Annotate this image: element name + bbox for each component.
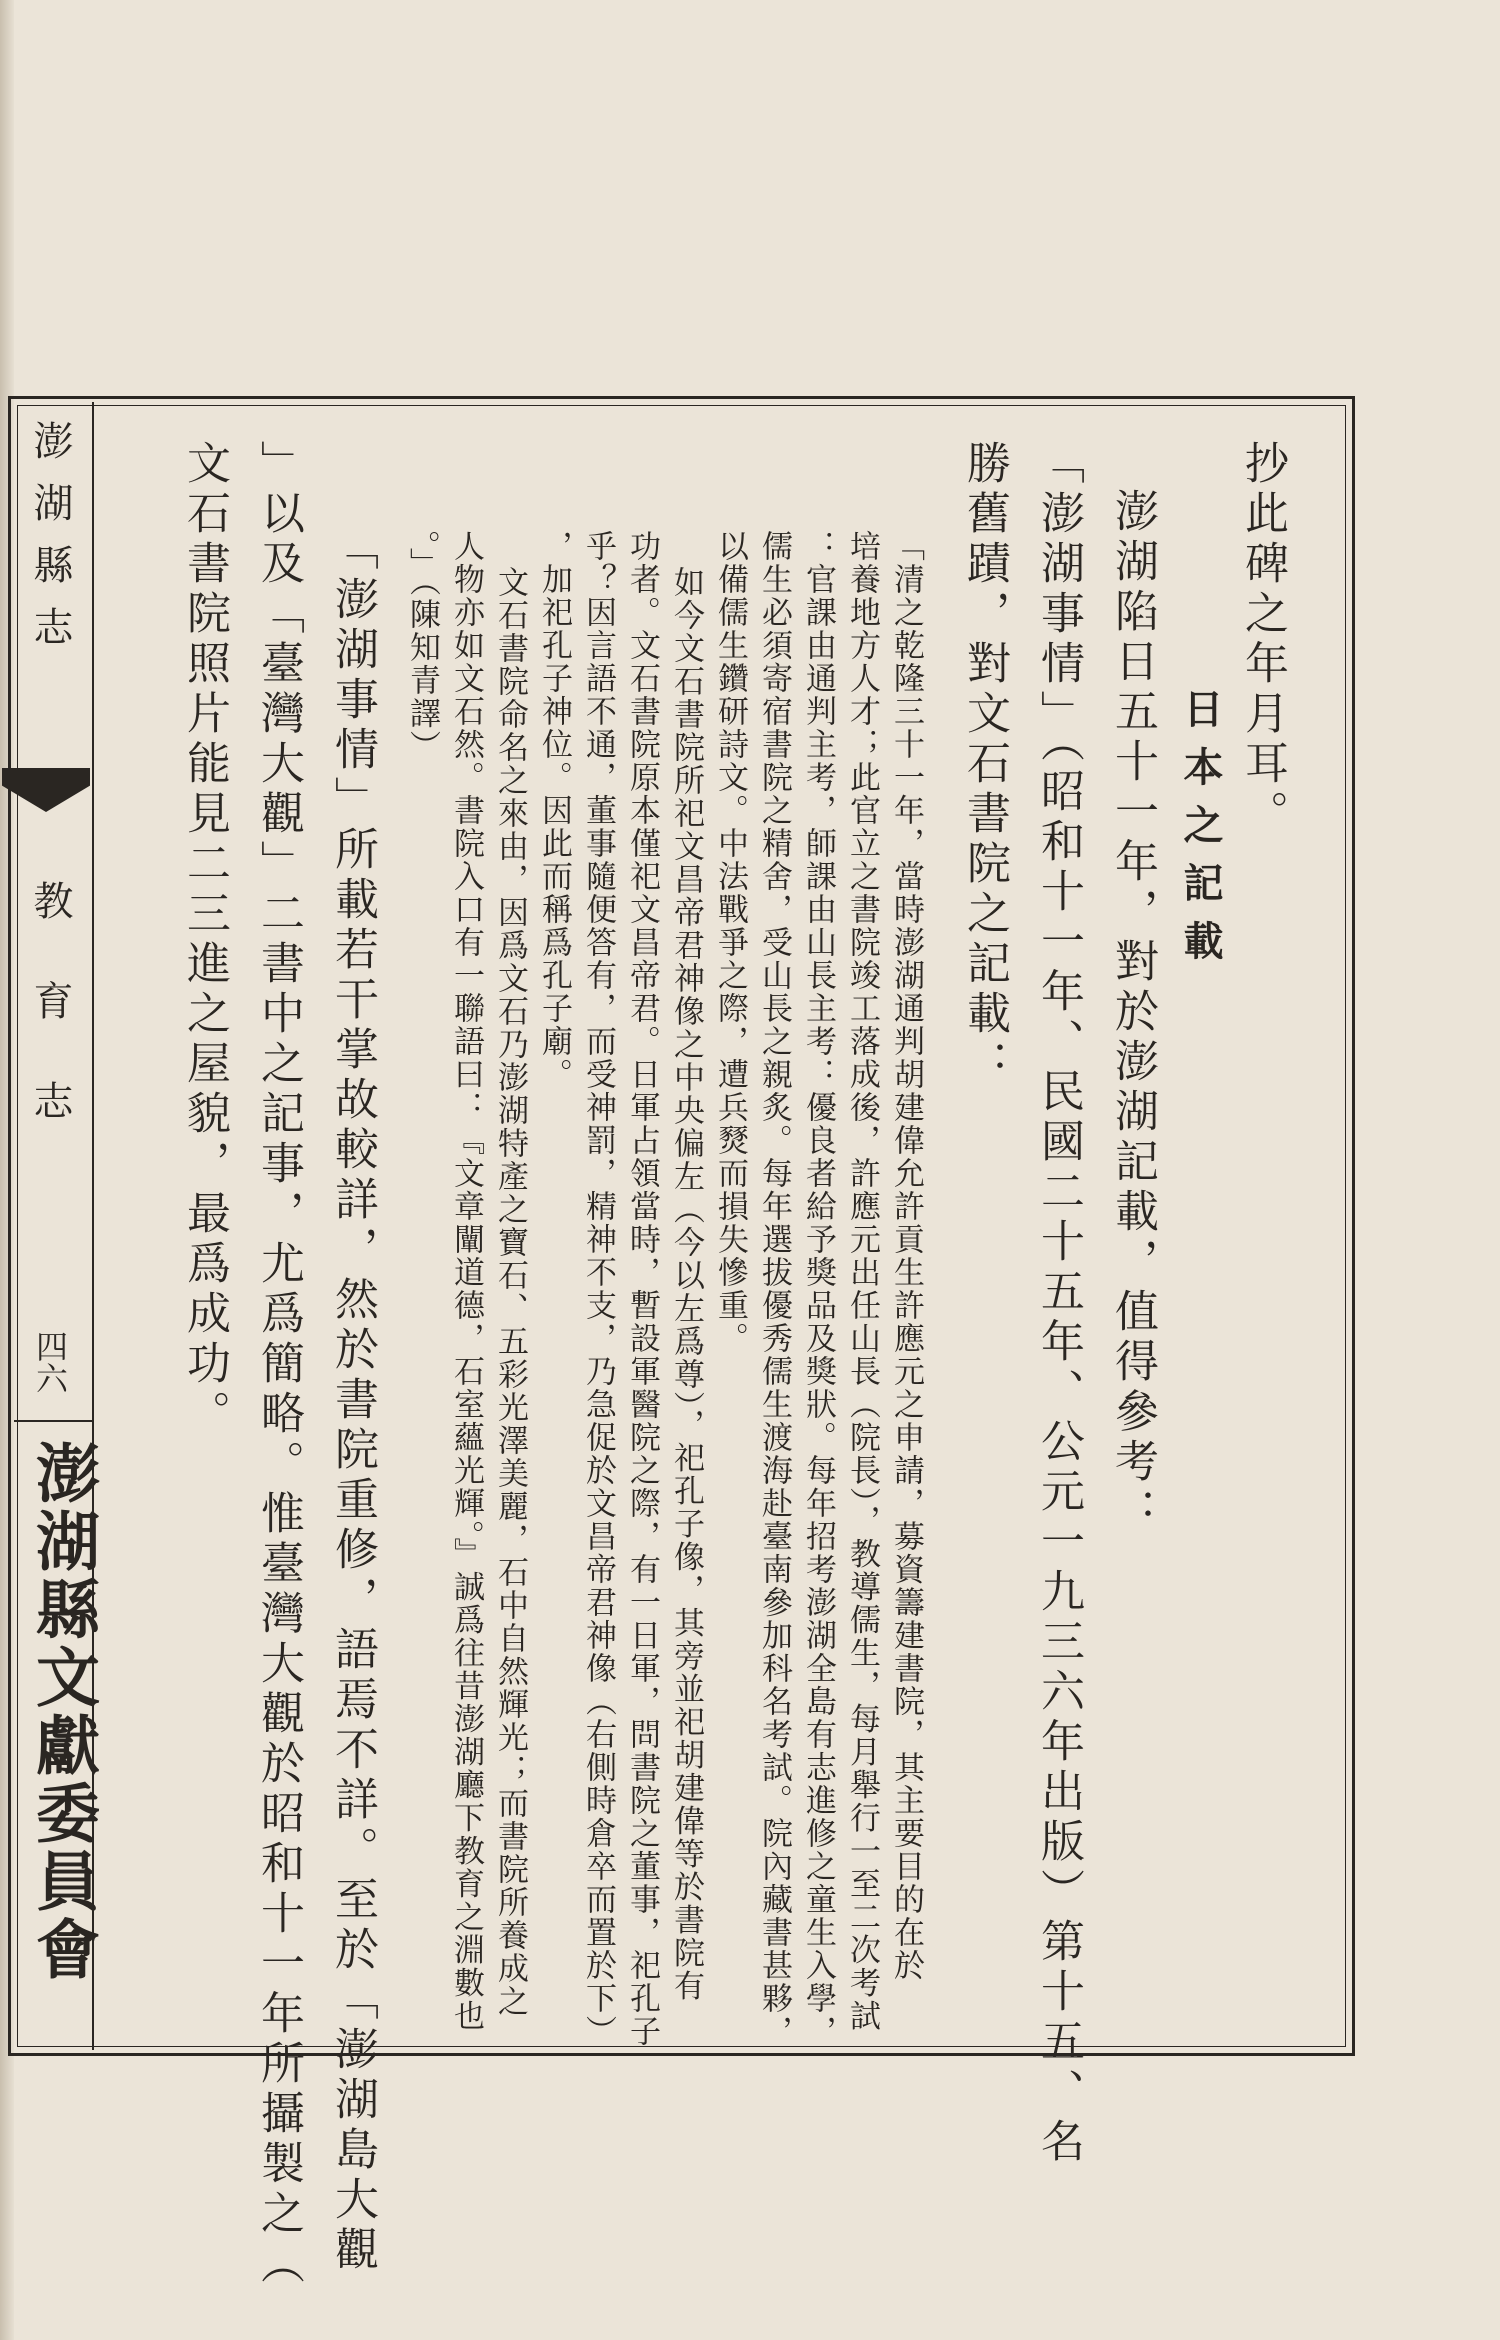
quote-line: ：官課由通判主考，師課由山長主考：優良者給予獎品及獎狀。每年招考澎湖全島有志進修之童生入學， xyxy=(800,530,836,2048)
quote-line: 以備儒生鑽研詩文。中法戰爭之際，遭兵燹而損失慘重。 xyxy=(712,530,748,1355)
lead-line-2: 「澎湖事情」（昭和十一年、民國二十五年、公元一九三六年出版）第十五、名 xyxy=(1033,440,1084,2168)
section-heading: 日本之記載 xyxy=(1177,688,1224,978)
intro-line: 抄此碑之年月耳。 xyxy=(1237,440,1288,840)
lead-line-1: 澎湖陷日五十一年，對於澎湖記載，值得參考： xyxy=(1107,488,1158,1538)
closing-line-3: 文石書院照片能見二三進之屋貌，最爲成功。 xyxy=(179,440,230,1440)
quote-line: ，加祀孔子神位。因此而稱爲孔子廟。 xyxy=(536,530,572,1091)
publisher-name: 澎湖縣文獻委員會 xyxy=(25,1440,100,1984)
quote-line: 。」（陳知青譯） xyxy=(404,530,440,763)
quote-line: 文石書院命名之來由，因爲文石乃澎湖特產之寶石、五彩光澤美麗，石中自然輝光；而書院所養成之 xyxy=(492,566,528,2018)
margin-rule xyxy=(14,1420,92,1422)
quote-line: 培養地方人才；此官立之書院竣工落成後，許應元出任山長（院長），教導儒生，每月舉行一至二次考試 xyxy=(844,530,880,2033)
closing-line-2: 」以及「臺灣大觀」二書中之記事，尤爲簡略。惟臺灣大觀於昭和十一年所攝製之（ xyxy=(253,440,304,2290)
closing-line-1: 「澎湖事情」所載若干掌故較詳，然於書院重修，語焉不詳。至於「澎湖島大觀 xyxy=(327,526,378,2276)
quote-line: 如今文石書院所祀文昌帝君神像之中央偏左（今以左爲尊），祀孔子像，其旁並祀胡建偉等於書院有 xyxy=(668,566,704,2003)
quote-line: 功者。文石書院原本僅祀文昌帝君。日軍占領當時，暫設軍醫院之際，有一日軍，問書院之董事，祀孔子 xyxy=(624,530,660,2048)
quote-line: 乎？因言語不通，董事隨便答有，而受神罰，精神不支，乃急促於文昌帝君神像（右側時倉卒而置於下） xyxy=(580,530,616,2048)
book-title: 澎湖縣志 xyxy=(27,420,73,668)
lead-line-3: 勝舊蹟，對文石書院之記載： xyxy=(959,440,1010,1090)
quote-line: 人物亦如文石然。書院入口有一聯語曰：『文章闡道德，石室蘊光輝。』誠爲往昔澎湖廳下教育之淵數也 xyxy=(448,530,484,2033)
section-title: 教育志 xyxy=(27,880,73,1180)
quote-line: 儒生必須寄宿書院之精舍，受山長之親炙。每年選拔優秀儒生渡海赴臺南參加科名考試。院內藏書甚夥， xyxy=(756,530,792,2048)
quote-line: 「清之乾隆三十一年，當時澎湖通判胡建偉允許貢生許應元之申請，募資籌建書院，其主要目的在於 xyxy=(888,530,924,1982)
page-number: 四六 xyxy=(31,1330,69,1394)
